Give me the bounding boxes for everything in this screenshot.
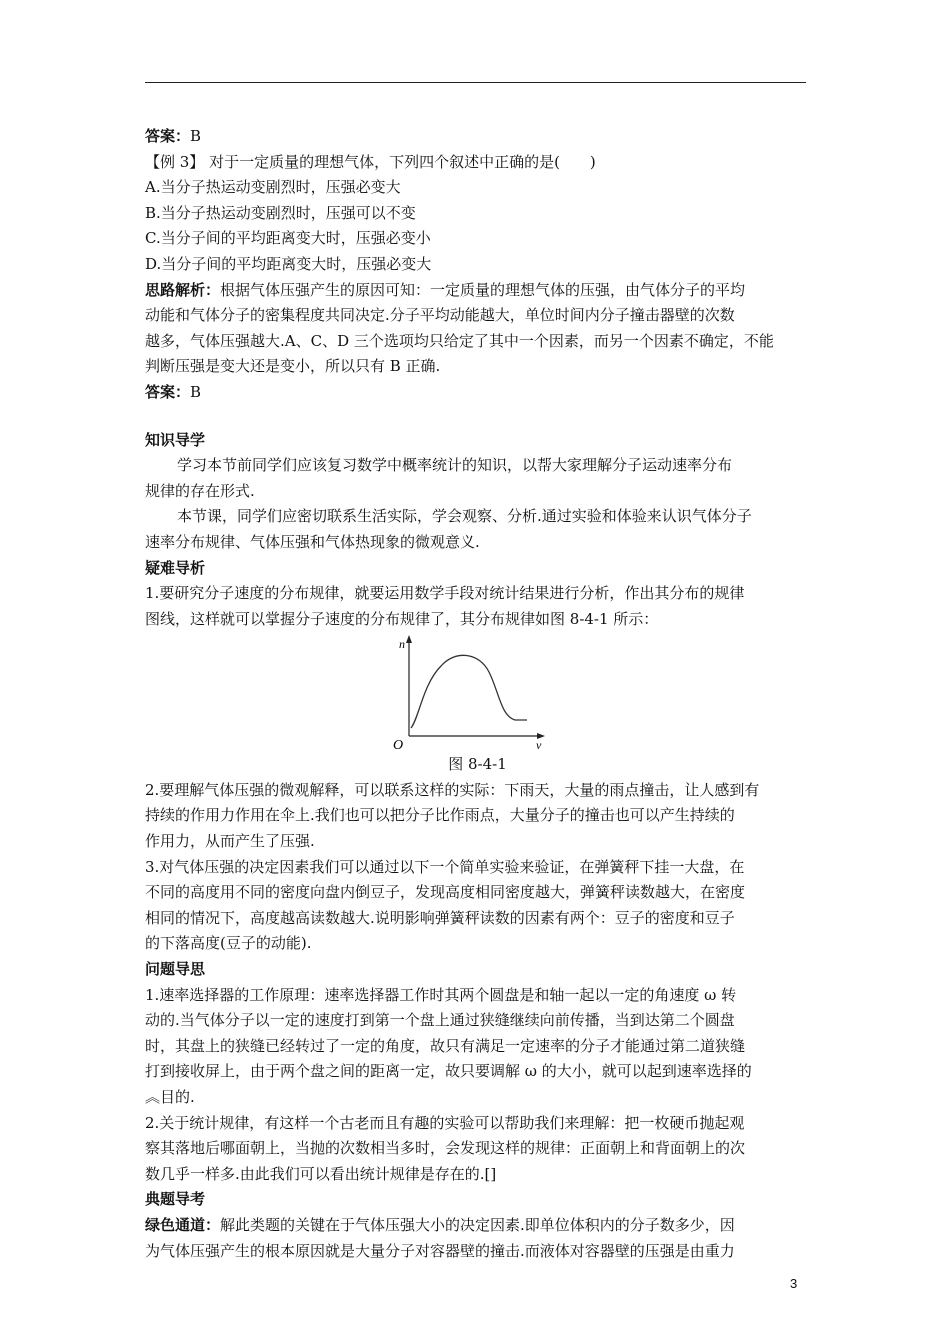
page-content	[145, 124, 810, 1264]
distribution-graph	[393, 632, 563, 750]
page-number: 3	[790, 1276, 798, 1291]
paragraph-line: 持续的作用力作用在伞上.我们也可以把分子比作雨点，大量分子的撞击也可以产生持续的	[145, 806, 735, 825]
origin-label: O	[393, 738, 404, 751]
paragraph-line: ︽目的.	[145, 1088, 195, 1106]
answer-line: 答案：B	[145, 382, 202, 401]
paragraph-line: 1.速率选择器的工作原理：速率选择器工作时其两个圆盘是和轴一起以一定的角速度 ω 转	[145, 985, 737, 1004]
analysis-line: 动能和气体分子的密集程度共同决定.分子平均动能越大，单位时间内分子撞击器壁的次数	[145, 306, 735, 325]
paragraph-line: 动的.当气体分子以一定的速度打到第一个盘上通过狭缝继续向前传播，当到达第二个圆盘	[145, 1011, 735, 1030]
section-title-difficulty: 疑难导析	[145, 558, 206, 577]
paragraph-line: 3.对气体压强的决定因素我们可以通过以下一个简单实验来验证，在弹簧秤下挂一大盘，在	[145, 857, 745, 876]
section-title-knowledge: 知识导学	[145, 430, 206, 449]
paragraph-line: 本节课，同学们应密切联系生活实际，学会观察、分析.通过实验和体验来认识气体分子	[177, 507, 752, 526]
paragraph-line: 规律的存在形式.	[145, 481, 255, 500]
paragraph-line: 绿色通道：解此类题的关键在于气体压强大小的决定因素.即单位体积内的分子数多少，因	[145, 1215, 735, 1234]
option-c: C.当分子间的平均距离变大时，压强必变小	[145, 229, 431, 248]
analysis-line: 思路解析：根据气体压强产生的原因可知：一定质量的理想气体的压强，由气体分子的平均	[145, 280, 746, 299]
speed-distribution-figure	[145, 632, 810, 752]
example-3-question: 【例 3】 对于一定质量的理想气体，下列四个叙述中正确的是( )	[145, 152, 596, 171]
paragraph-line: 2.关于统计规律，有这样一个古老而且有趣的实验可以帮助我们来理解：把一枚硬币抛起观	[145, 1113, 745, 1132]
paragraph-line: 为气体压强产生的根本原因就是大量分子对容器壁的撞击.而液体对容器壁的压强是由重力	[145, 1241, 735, 1260]
paragraph-line: 学习本节前同学们应该复习数学中概率统计的知识，以帮大家理解分子运动速率分布	[177, 456, 733, 475]
paragraph-line: 时，其盘上的狭缝已经转过了一定的角度，故只有满足一定速率的分子才能通过第二道狭缝	[145, 1036, 746, 1055]
paragraph-line: 2.要理解气体压强的微观解释，可以联系这样的实际：下雨天，大量的雨点撞击，让人感到有	[145, 780, 760, 799]
analysis-line: 越多，气体压强越大.A、C、D 三个选项均只给定了其中一个因素，而另一个因素不确定，不能	[145, 331, 774, 350]
paragraph-line: 打到接收屏上，由于两个盘之间的距离一定，故只要调解 ω 的大小，就可以起到速率选择的	[145, 1062, 752, 1081]
answer-line: 答案：B	[145, 127, 202, 145]
paragraph-line: 不同的高度用不同的密度向盘内倒豆子，发现高度相同密度越大，弹簧秤读数越大，在密度	[145, 883, 746, 902]
paragraph-line: 1.要研究分子速度的分布规律，就要运用数学手段对统计结果进行分析，作出其分布的规律	[145, 584, 745, 603]
paragraph-line: 作用力，从而产生了压强.	[145, 832, 315, 851]
option-a: A.当分子热运动变剧烈时，压强必变大	[145, 178, 401, 197]
analysis-line: 判断压强是变大还是变小，所以只有 B 正确.	[145, 357, 441, 376]
y-axis-label: n	[399, 637, 405, 652]
paragraph-line: 察其落地后哪面朝上，当抛的次数相当多时，会发现这样的规律：正面朝上和背面朝上的次	[145, 1139, 746, 1158]
option-d: D.当分子间的平均距离变大时，压强必变大	[145, 254, 432, 273]
figure-caption: 图 8-4-1	[448, 755, 507, 774]
distribution-curve	[411, 656, 527, 729]
header-rule	[145, 82, 806, 83]
section-title-questions: 问题导思	[145, 960, 206, 979]
y-axis-arrow	[406, 635, 412, 643]
paragraph-line: 的下落高度(豆子的动能).	[145, 934, 312, 953]
x-axis-label: v	[536, 738, 542, 751]
paragraph-line: 图线，这样就可以掌握分子速度的分布规律了，其分布规律如图 8-4-1 所示：	[145, 609, 659, 628]
option-b: B.当分子热运动变剧烈时，压强可以不变	[145, 203, 416, 222]
section-title-typical: 典题导考	[145, 1190, 206, 1209]
paragraph-line: 数几乎一样多.由此我们可以看出统计规律是存在的.[]	[145, 1164, 497, 1183]
paragraph-line: 相同的情况下，高度越高读数越大.说明影响弹簧秤读数的因素有两个：豆子的密度和豆子	[145, 908, 735, 927]
paragraph-line: 速率分布规律、气体压强和气体热现象的微观意义.	[145, 532, 480, 551]
